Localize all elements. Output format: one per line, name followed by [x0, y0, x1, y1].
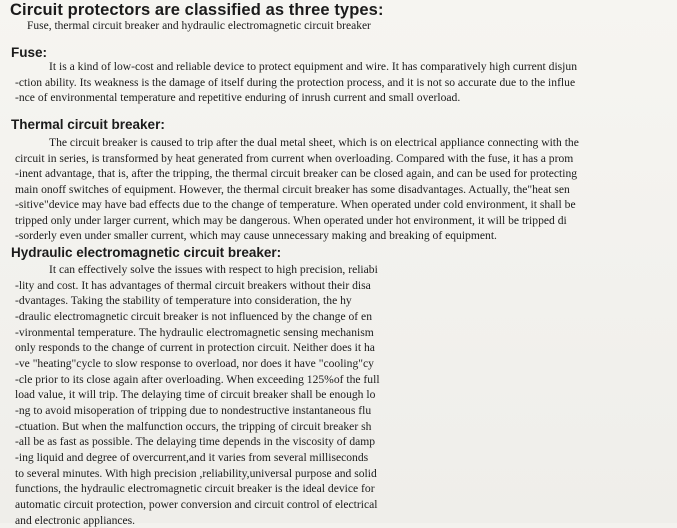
fuse-paragraph — [15, 59, 577, 106]
paragraph-line: to several minutes. With high precision ,reliability,universal purpose and solid — [15, 466, 380, 482]
paragraph-line: -all be as fast as possible. The delaying time depends in the viscosity of damp — [15, 434, 380, 450]
paragraph-line: -dvantages. Taking the stability of temperature into consideration, the hy — [15, 293, 380, 309]
paragraph-line: It is a kind of low-cost and reliable device to protect equipment and wire. It has comparatively high current disjun — [15, 59, 577, 75]
page-subtitle: Fuse, thermal circuit breaker and hydraulic electromagnetic circuit breaker — [27, 20, 371, 32]
paragraph-line: -cle prior to its close again after overloading. When exceeding 125%of the full — [15, 372, 380, 388]
paragraph-line: only responds to the change of current in protection circuit. Neither does it ha — [15, 340, 380, 356]
thermal-paragraph — [15, 135, 579, 244]
paragraph-line: circuit in series, is transformed by heat generated from current when overloading. Compared with the fuse, it has a prom — [15, 151, 579, 167]
paragraph-line: -ng to avoid misoperation of tripping due to nondestructive instantaneous flu — [15, 403, 380, 419]
paragraph-line: -nce of environmental temperature and repetitive enduring of inrush current and small overload. — [15, 90, 577, 106]
paragraph-line: and electronic appliances. — [15, 513, 380, 528]
paragraph-line: -sitive"device may have bad effects due to the change of temperature. When operated under cold environment, it shall be — [15, 197, 579, 213]
hydraulic-heading: Hydraulic electromagnetic circuit breaker: — [11, 245, 281, 260]
paragraph-line: -sorderly even under smaller current, which may cause unnecessary making and breaking of equipment. — [15, 228, 579, 244]
paragraph-line: automatic circuit protection, power conversion and circuit control of electrical — [15, 497, 380, 513]
paragraph-line: functions, the hydraulic electromagnetic circuit breaker is the ideal device for — [15, 481, 380, 497]
paragraph-line: -lity and cost. It has advantages of thermal circuit breakers without their disa — [15, 278, 380, 294]
paragraph-line: -ing liquid and degree of overcurrent,and it varies from several milliseconds — [15, 450, 380, 466]
paragraph-line: It can effectively solve the issues with respect to high precision, reliabi — [15, 262, 380, 278]
paragraph-line: -ve "heating"cycle to slow response to overload, nor does it have "cooling"cy — [15, 356, 380, 372]
paragraph-line: The circuit breaker is caused to trip after the dual metal sheet, which is on electrical appliance connecting with the — [15, 135, 579, 151]
fuse-heading: Fuse: — [11, 45, 47, 60]
paragraph-line: main onoff switches of equipment. However, the thermal circuit breaker has some disadvantages. Actually, the"heat sen — [15, 182, 579, 198]
page-title: Circuit protectors are classified as three types: — [10, 1, 384, 20]
paragraph-line: -inent advantage, that is, after the tripping, the thermal circuit breaker can be closed again, and can be used for protecting — [15, 166, 579, 182]
paragraph-line: -ction ability. Its weakness is the damage of itself during the protection process, and it is not so accurate due to the influe — [15, 75, 577, 91]
paragraph-line: -vironmental temperature. The hydraulic electromagnetic sensing mechanism — [15, 325, 380, 341]
thermal-heading: Thermal circuit breaker: — [11, 117, 165, 132]
paragraph-line: tripped only under larger current, which may be dangerous. When operated under hot environment, it will be tripped di — [15, 213, 579, 229]
hydraulic-paragraph — [15, 262, 380, 528]
paragraph-line: -ctuation. But when the malfunction occurs, the tripping of circuit breaker sh — [15, 419, 380, 435]
paragraph-line: load value, it will trip. The delaying time of circuit breaker shall be enough lo — [15, 387, 380, 403]
paragraph-line: -draulic electromagnetic circuit breaker is not influenced by the change of en — [15, 309, 380, 325]
